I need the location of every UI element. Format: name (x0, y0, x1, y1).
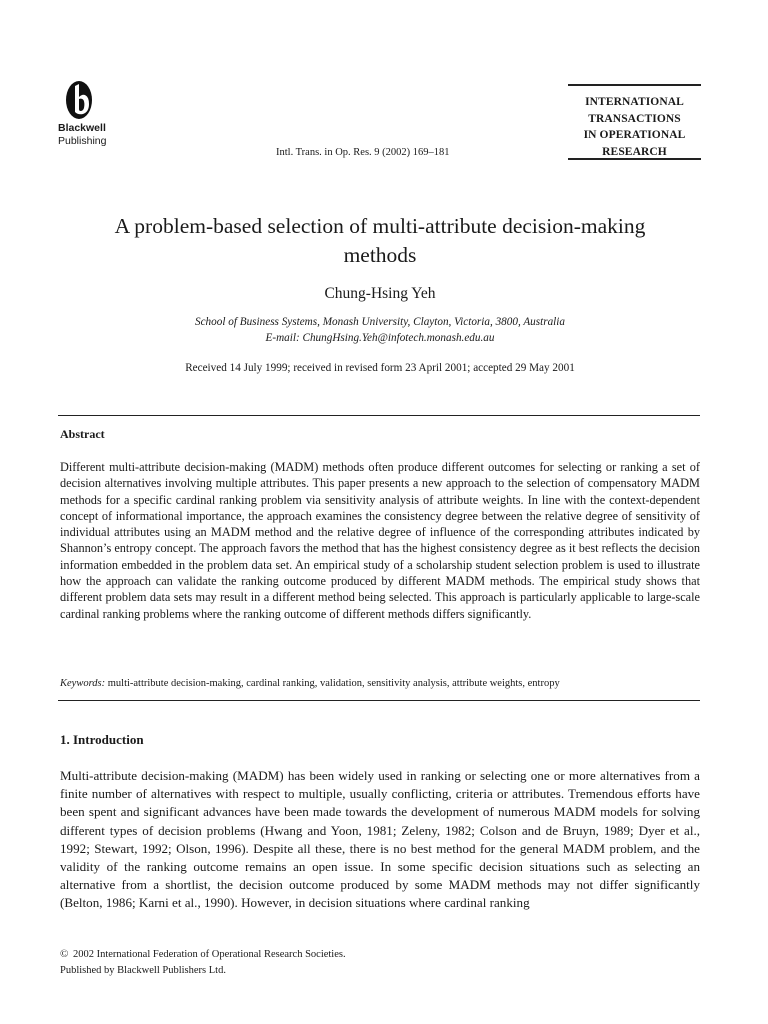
blackwell-b-logo-icon (58, 80, 100, 120)
paper-title-line: methods (343, 243, 417, 267)
copyright-footer (60, 947, 346, 978)
journal-name-line: RESEARCH (602, 145, 667, 158)
journal-name-line: IN OPERATIONAL (583, 129, 686, 141)
publisher-sub: Publishing (58, 134, 107, 147)
keywords-text: multi-attribute decision-making, cardinal ranking, validation, sensitivity analysis, attribute weights, entropy (107, 678, 560, 689)
received-dates: Received 14 July 1999; received in revised form 23 April 2001; accepted 29 May 2001 (185, 362, 575, 374)
journal-reference: Intl. Trans. in Op. Res. 9 (2002) 169–181 (276, 147, 450, 158)
author-affiliation (60, 315, 700, 346)
copyright-text: 2002 International Federation of Operational Research Societies. (72, 949, 346, 960)
published-by: Published by Blackwell Publishers Ltd. (60, 964, 226, 976)
keywords-label: Keywords: (60, 678, 106, 689)
abstract-heading: Abstract (60, 427, 105, 441)
publisher-name: Blackwell (58, 122, 106, 134)
paper-title-line: A problem-based selection of multi-attribute decision-making (114, 214, 646, 238)
copyright-symbol: © (60, 948, 69, 960)
journal-name-line: TRANSACTIONS (588, 112, 681, 125)
email-line: E-mail: ChungHsing.Yeh@infotech.monash.edu.au (265, 331, 495, 344)
divider-bottom (58, 700, 700, 701)
section-body: Multi-attribute decision-making (MADM) has been widely used in ranking or selecting one or more alternatives from a finite number of alternatives with respect to multiple, usually conflicting, criteria or attributes. Tremendous efforts have been spent and significant advances have been made towards the development of numerous MADM models for solving different types of decision problems (Hwang and Yoon, 1981; Zeleny, 1982; Colson and de Bruyn, 1989; Dyer et al., 1992; Stewart, 1992; Olson, 1996). Despite all these, there is no best method for the general MADM problem, and the validity of the ranking outcome remains an open issue. In some specific decision situations such as selecting an alternative from a shortlist, the decision outcome produced by some MADM methods may not differ significantly (Belton, 1986; Karni et al., 1990). However, in decision situations where cardinal ranking (60, 768, 700, 911)
keywords-line (60, 678, 700, 689)
journal-name-box (568, 84, 701, 160)
affiliation-line: School of Business Systems, Monash University, Clayton, Victoria, 3800, Australia (195, 316, 565, 328)
divider-top (58, 415, 700, 416)
copyright-line (60, 947, 346, 963)
publisher-logo (58, 80, 118, 147)
author-name: Chung-Hsing Yeh (324, 285, 436, 302)
paper-title (60, 212, 700, 270)
section-heading: 1. Introduction (60, 732, 144, 747)
journal-name-line: INTERNATIONAL (585, 96, 684, 108)
abstract-text: Different multi-attribute decision-making (MADM) methods often produce different outcomes for selecting or ranking a set of decision alternatives involving multiple attributes. This paper presents a new approach to the selection of compensatory MADM methods for a specific cardinal ranking problem via sensitivity analysis of attribute weights. In line with the context-dependent concept of informational importance, the approach examines the consistency degree between the relative degree of sensitivity of individual attributes using an MADM method and the relative degree of influence of the corresponding attributes indicated by Shannon’s entropy concept. The approach favors the method that has the highest consistency degree as it best reflects the decision information embedded in the problem data set. An empirical study of a scholarship student selection problem is used to illustrate how the approach can validate the ranking outcome produced by different MADM methods. The empirical study shows that different problem data sets may result in a different method being selected. This approach is particularly applicable to large-scale cardinal ranking problems where the ranking outcome of different methods differs significantly. (60, 460, 700, 621)
